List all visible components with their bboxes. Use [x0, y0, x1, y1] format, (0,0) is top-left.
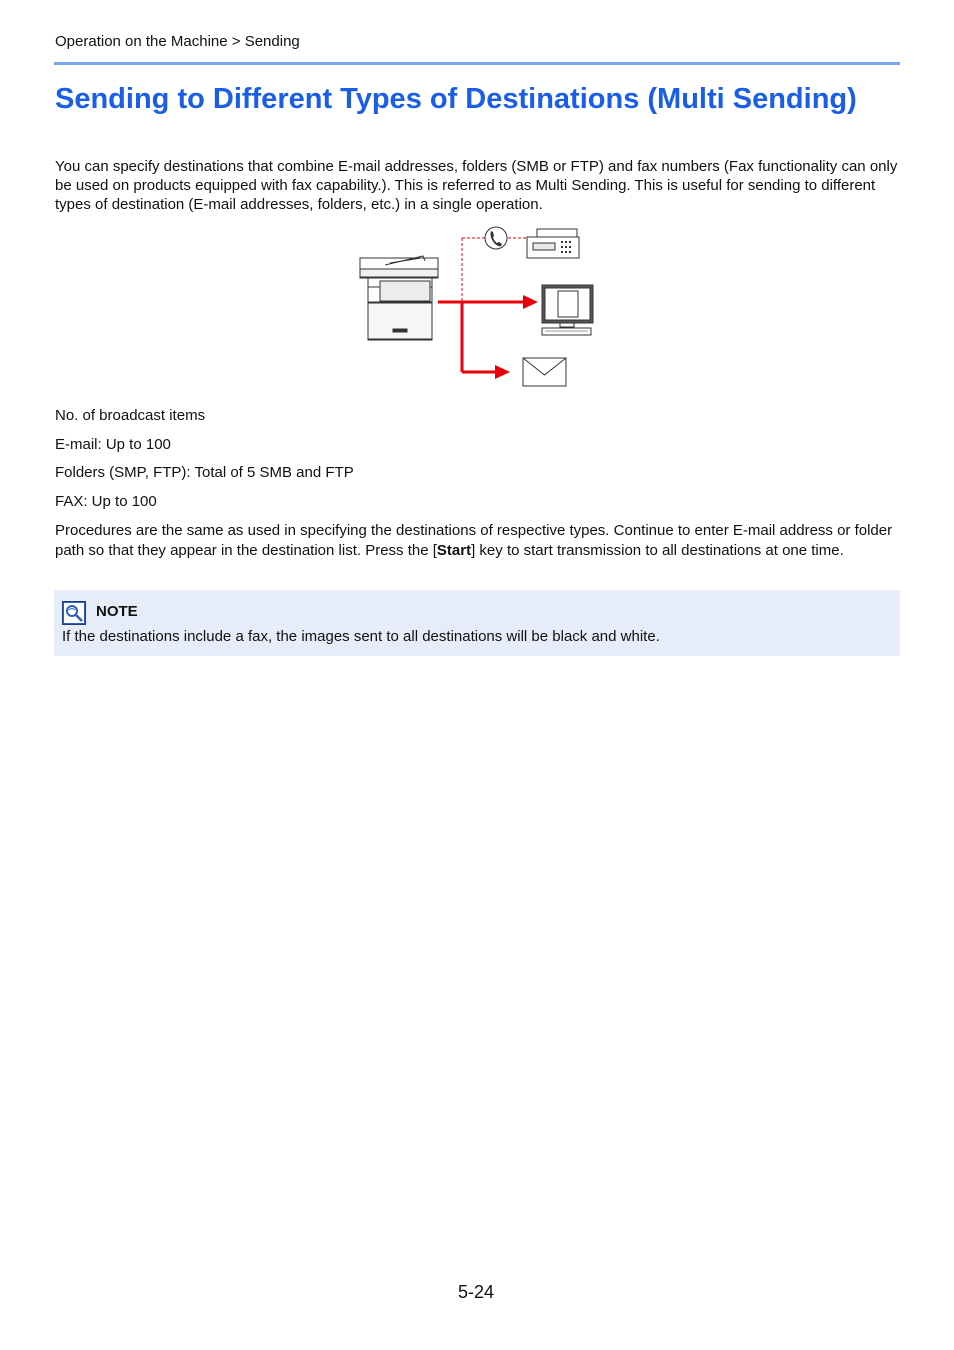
procedures-paragraph: [55, 521, 905, 560]
computer-monitor-icon: [542, 285, 593, 335]
breadcrumb: Operation on the Machine > Sending: [55, 33, 300, 50]
broadcast-email: E-mail: Up to 100: [55, 436, 171, 453]
broadcast-fax: FAX: Up to 100: [55, 493, 157, 510]
arrow-to-envelope: [495, 365, 510, 379]
note-icon: [62, 601, 86, 625]
intro-paragraph: You can specify destinations that combine E-mail addresses, folders (SMB or FTP) and fax numbers (Fax functionality can only be used on products equipped with fax capability.). This is referred to as Multi Sending. This is useful for sending to different types of destination (E-mail addresses, folders, etc.) in a single operation.: [55, 158, 898, 214]
page-title: Sending to Different Types of Destinations (Multi Sending): [55, 83, 857, 115]
phone-icon: [485, 227, 507, 249]
procedures-text-before: Procedures are the same as used in specifying the destinations of respective types. Continue to enter E-mail address or folder path so that they appear in the destination list. Press the [: [55, 522, 893, 559]
note-label: NOTE: [96, 603, 138, 620]
multi-sending-diagram: [355, 225, 595, 390]
arrow-to-monitor: [523, 295, 538, 309]
solid-red-connector: [438, 302, 523, 372]
broadcast-heading: No. of broadcast items: [55, 407, 206, 424]
procedures-text-after: ] key to start transmission to all destinations at one time.: [471, 541, 844, 559]
page-number: 5-24: [458, 1282, 495, 1302]
broadcast-folders: Folders (SMP, FTP): Total of 5 SMB and FTP: [55, 464, 354, 481]
start-key-label: Start: [436, 541, 472, 559]
envelope-icon: [523, 358, 566, 386]
note-text: If the destinations include a fax, the images sent to all destinations will be black and white.: [62, 628, 660, 645]
header-divider: [54, 62, 900, 65]
fax-machine-icon: [527, 229, 579, 258]
note-box: [54, 590, 900, 656]
mfp-printer-icon: [360, 256, 438, 340]
